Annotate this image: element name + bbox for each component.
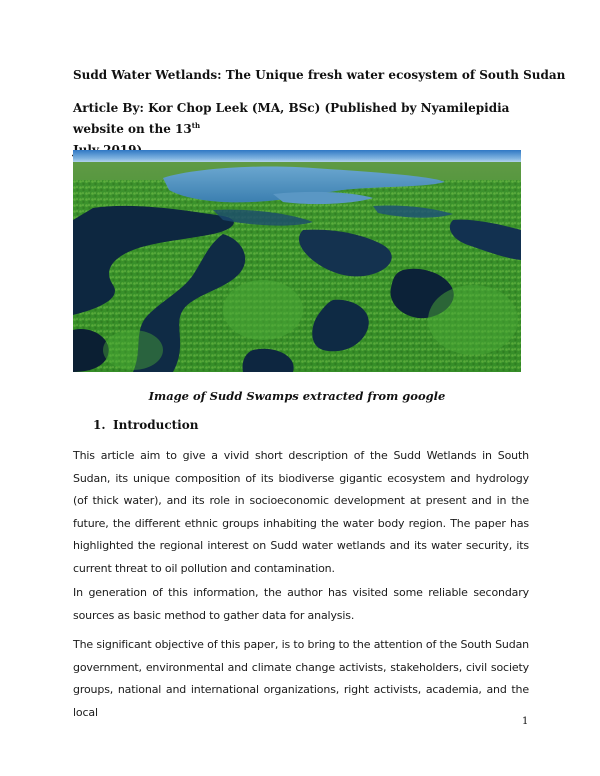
paragraph-2: In generation of this information, the author has visited some reliable secondary sources as basic method to gather data for analysis. — [73, 586, 529, 622]
byline-text: Article By: Kor Chop Leek (MA, BSc) (Published by Nyamilepidia website on the 13 — [73, 101, 510, 136]
image-caption: Image of Sudd Swamps extracted from google — [148, 389, 446, 403]
paragraph-3: The significant objective of this paper, is to bring to the attention of the South Sudan government, environmental and climate change activists, stakeholders, civil society groups, national and international organizations, right activists, academia, and the local — [73, 638, 529, 719]
paragraph-1: This article aim to give a vivid short description of the Sudd Wetlands in South Sudan, its unique composition of its biodiverse gigantic ecosystem and hydrology (of thick water), and its role in socioeconomic development at present and in the future, the different ethnic groups inhabiting the water body region. The paper has highlighted the regional interest on Sudd water wetlands and its water security, its current threat to oil pollution and contamination. — [73, 449, 529, 575]
page-number: 1 — [522, 716, 529, 727]
byline-superscript: th — [191, 121, 201, 130]
section-heading — [93, 418, 198, 432]
section-number: 1. — [93, 418, 106, 432]
sudd-swamp-image — [73, 150, 521, 372]
swamp-illustration — [73, 150, 521, 372]
article-title: Sudd Water Wetlands: The Unique fresh water ecosystem of South Sudan — [73, 68, 566, 82]
section-title: Introduction — [113, 418, 199, 432]
